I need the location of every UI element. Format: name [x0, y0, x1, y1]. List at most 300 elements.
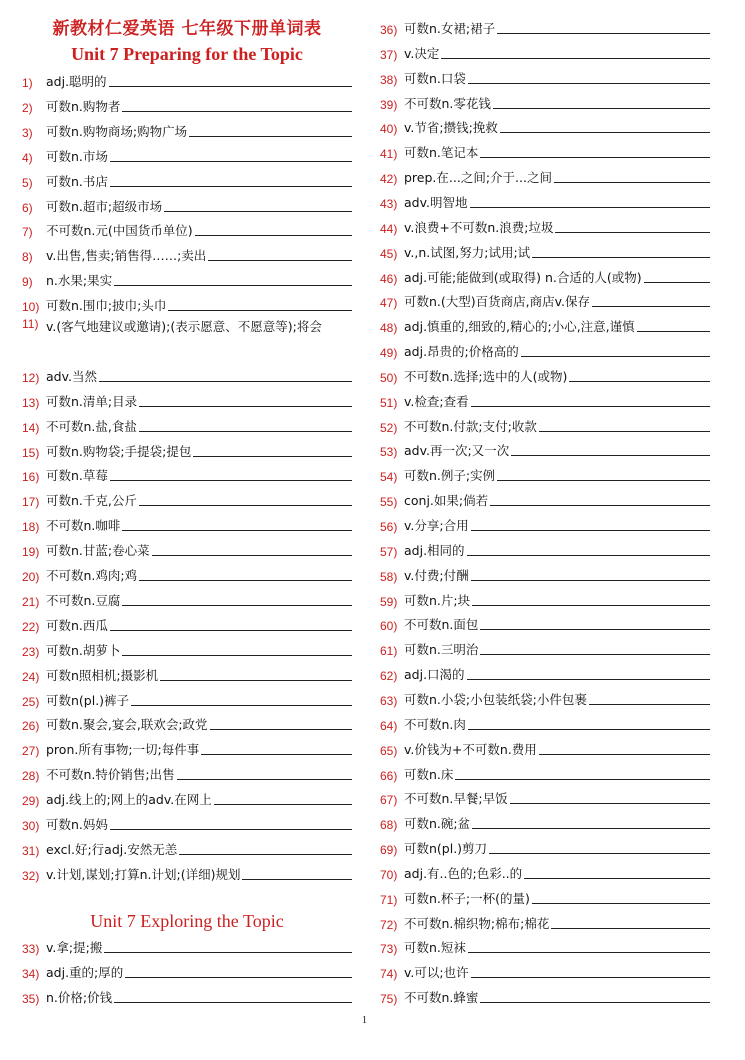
entry-definition: pron.所有事物;一切;每件事 — [46, 742, 200, 758]
answer-blank-line[interactable] — [210, 729, 352, 730]
vocab-entry — [22, 66, 352, 90]
entry-definition: 可数n(pl.)裤子 — [46, 692, 130, 708]
entry-number: 45) — [380, 246, 398, 261]
vocab-entry — [380, 883, 710, 907]
entry-definition: 不可数n.肉 — [404, 716, 466, 732]
vocab-entry — [380, 609, 710, 633]
entry-definition: adj.相同的 — [404, 542, 465, 558]
entry-number: 48) — [380, 321, 398, 336]
vocab-entry — [380, 659, 710, 683]
vocab-entry — [380, 262, 710, 286]
entry-definition: 可数n.市场 — [46, 148, 108, 164]
answer-blank-line[interactable] — [455, 779, 710, 780]
answer-blank-line[interactable] — [214, 804, 352, 805]
entry-number: 31) — [22, 843, 40, 858]
entry-number: 4) — [22, 150, 33, 165]
vocab-entry — [380, 187, 710, 211]
entry-number: 74) — [380, 967, 398, 982]
entry-definition: 可数n.胡萝卜 — [46, 642, 121, 658]
answer-blank-line[interactable] — [472, 828, 710, 829]
answer-blank-line[interactable] — [551, 928, 710, 929]
entry-definition: 可数n.围巾;披巾;头巾 — [46, 298, 167, 314]
answer-blank-line[interactable] — [160, 680, 352, 681]
entry-definition: 可数n.购物者 — [46, 98, 121, 114]
answer-blank-line[interactable] — [189, 136, 352, 137]
document-title: 新教材仁爱英语 七年级下册单词表 — [52, 19, 322, 39]
vocab-entry — [22, 240, 352, 264]
answer-blank-line[interactable] — [539, 754, 710, 755]
answer-blank-line[interactable] — [637, 331, 710, 332]
entry-number: 17) — [22, 495, 40, 510]
unit-heading-preparing: Unit 7 Preparing for the Topic — [71, 44, 303, 64]
answer-blank-line[interactable] — [524, 878, 710, 879]
entry-definition: v.价钱为+不可数n.费用 — [404, 741, 537, 757]
entry-number: 65) — [380, 743, 398, 758]
vocab-entry — [22, 361, 352, 385]
entry-definition: adv.当然 — [46, 368, 97, 384]
entry-number: 38) — [380, 72, 398, 87]
vocab-entry — [380, 833, 710, 857]
entry-definition: v.(客气地建议或邀请);(表示愿意、不愿意等);将会 — [46, 319, 322, 334]
answer-blank-line[interactable] — [114, 1002, 352, 1003]
entry-number: 23) — [22, 644, 40, 659]
entry-number: 1) — [22, 76, 33, 90]
answer-blank-line[interactable] — [104, 952, 352, 953]
entry-number: 71) — [380, 892, 398, 907]
vocab-entry — [380, 112, 710, 136]
entry-definition: adj.重的;厚的 — [46, 965, 124, 980]
answer-blank-line[interactable] — [139, 431, 352, 432]
entry-number: 44) — [380, 221, 398, 236]
entry-definition: v.计划,谋划;打算n.计划;(详细)规划 — [46, 866, 241, 882]
vocab-entry — [22, 166, 352, 190]
entry-definition: adj.聪明的 — [46, 74, 107, 89]
entry-definition: 可数n(pl.)剪刀 — [404, 841, 488, 857]
answer-blank-line[interactable] — [532, 257, 710, 258]
vocab-entry — [22, 436, 352, 460]
entry-number: 56) — [380, 520, 398, 534]
answer-blank-line[interactable] — [554, 182, 710, 183]
vocab-entry — [380, 585, 710, 609]
vocab-entry — [380, 336, 710, 360]
answer-blank-line[interactable] — [592, 306, 710, 307]
entry-number: 34) — [22, 967, 40, 981]
answer-blank-line[interactable] — [110, 161, 352, 162]
entry-definition: conj.如果;倘若 — [404, 493, 489, 509]
entry-number: 26) — [22, 719, 40, 734]
entry-number: 53) — [380, 445, 398, 460]
entry-definition: 不可数n.特价销售;出售 — [46, 767, 175, 783]
vocab-entry — [380, 311, 710, 335]
entry-number: 6) — [22, 200, 33, 215]
entry-definition: 可数n.口袋 — [404, 70, 466, 86]
answer-blank-line[interactable] — [510, 803, 710, 804]
vocab-entry — [22, 215, 352, 239]
entry-number: 60) — [380, 619, 398, 634]
entry-number: 57) — [380, 544, 398, 559]
entry-number: 66) — [380, 768, 398, 783]
entry-definition: 不可数n.盐,食盐 — [46, 418, 137, 434]
answer-blank-line[interactable] — [490, 505, 710, 506]
page-number: 1 — [362, 1015, 367, 1026]
entry-definition: 可数n.聚会,宴会,联欢会;政党 — [46, 717, 208, 733]
entry-number: 59) — [380, 594, 398, 609]
answer-blank-line[interactable] — [569, 381, 710, 382]
entry-number: 25) — [22, 694, 40, 709]
vocab-entry — [380, 13, 710, 37]
answer-blank-line[interactable] — [139, 580, 352, 581]
vocab-entry — [22, 834, 352, 858]
entry-number: 43) — [380, 196, 398, 211]
vocab-entry — [22, 982, 352, 1006]
entry-number: 39) — [380, 97, 398, 112]
entry-number: 19) — [22, 545, 40, 560]
entry-number: 52) — [380, 420, 398, 435]
entry-definition: adj.昂贵的;价格高的 — [404, 344, 519, 360]
answer-blank-line[interactable] — [195, 235, 352, 236]
answer-blank-line[interactable] — [500, 132, 710, 133]
vocab-entry — [380, 783, 710, 807]
answer-blank-line[interactable] — [110, 186, 352, 187]
entry-definition: 不可数n.元(中国货币单位) — [46, 223, 193, 239]
vocab-entry — [22, 317, 352, 359]
vocab-entry — [22, 809, 352, 833]
entry-number: 40) — [380, 122, 398, 137]
entry-definition: 可数n.购物袋;手提袋;提包 — [46, 443, 192, 459]
entry-definition: 不可数n.咖啡 — [46, 518, 121, 534]
entry-number: 12) — [22, 370, 40, 385]
vocab-entry — [22, 585, 352, 609]
entry-definition: 可数n.甘蓝;卷心菜 — [46, 543, 150, 559]
vocab-entry — [22, 560, 352, 584]
entry-number: 22) — [22, 619, 40, 634]
entry-definition: 可数n照相机;摄影机 — [46, 667, 159, 683]
entry-number: 20) — [22, 570, 40, 584]
vocab-entry — [22, 709, 352, 733]
entry-number: 30) — [22, 819, 40, 833]
entry-definition: 可数n.笔记本 — [404, 145, 479, 161]
entry-number: 63) — [380, 693, 398, 708]
entry-definition: v.决定 — [404, 45, 440, 61]
vocab-entry — [22, 460, 352, 484]
entry-definition: 可数n.西瓜 — [46, 617, 108, 633]
answer-blank-line[interactable] — [472, 605, 710, 606]
vocab-entry — [380, 510, 710, 534]
entry-number: 7) — [22, 225, 33, 240]
answer-blank-line[interactable] — [179, 854, 352, 855]
vocab-entry — [22, 535, 352, 559]
entry-definition: 不可数n.选择;选中的人(或物) — [404, 368, 568, 384]
entry-definition: 不可数n.面包 — [404, 617, 479, 633]
entry-definition: v.拿;提;搬 — [46, 940, 103, 955]
entry-number: 9) — [22, 275, 33, 290]
vocab-entry — [22, 91, 352, 115]
entry-number: 13) — [22, 395, 40, 410]
answer-blank-line[interactable] — [242, 879, 352, 880]
vocab-entry — [22, 784, 352, 808]
answer-blank-line[interactable] — [193, 456, 352, 457]
entry-number: 33) — [22, 942, 40, 956]
vocab-entry — [22, 510, 352, 534]
vocab-entry — [380, 759, 710, 783]
entry-definition: 不可数n.早餐;早饭 — [404, 791, 508, 807]
answer-blank-line[interactable] — [497, 480, 710, 481]
vocab-entry — [22, 610, 352, 634]
entry-number: 49) — [380, 346, 398, 361]
vocab-entry — [22, 957, 352, 981]
answer-blank-line[interactable] — [471, 977, 710, 978]
answer-blank-line[interactable] — [467, 679, 710, 680]
entry-definition: v.付费;付酬 — [404, 567, 469, 583]
entry-number: 73) — [380, 942, 398, 957]
entry-number: 15) — [22, 445, 40, 460]
vocab-entry — [22, 290, 352, 314]
answer-blank-line[interactable] — [164, 211, 352, 212]
entry-number: 55) — [380, 495, 398, 510]
vocab-entry — [22, 485, 352, 509]
answer-blank-line[interactable] — [122, 605, 352, 606]
entry-number: 2) — [22, 100, 33, 115]
answer-blank-line[interactable] — [471, 406, 710, 407]
answer-blank-line[interactable] — [152, 555, 352, 556]
entry-number: 14) — [22, 420, 40, 435]
answer-blank-line[interactable] — [109, 86, 352, 87]
entry-number: 16) — [22, 470, 40, 485]
entry-number: 62) — [380, 669, 398, 684]
answer-blank-line[interactable] — [441, 58, 710, 59]
vocab-entry — [22, 411, 352, 435]
entry-definition: v.浪费+不可数n.浪费;垃圾 — [404, 219, 554, 235]
answer-blank-line[interactable] — [122, 530, 352, 531]
entry-definition: adj.有..色的;色彩..的 — [404, 865, 523, 881]
entry-definition: 可数n.书店 — [46, 173, 108, 189]
answer-blank-line[interactable] — [644, 282, 710, 283]
answer-blank-line[interactable] — [139, 406, 352, 407]
vocab-entry — [22, 191, 352, 215]
vocab-entry — [22, 932, 352, 956]
vocab-entry — [380, 634, 710, 658]
entry-number: 32) — [22, 868, 40, 883]
vocab-entry — [380, 137, 710, 161]
entry-number: 5) — [22, 175, 33, 190]
answer-blank-line[interactable] — [521, 356, 710, 357]
answer-blank-line[interactable] — [471, 580, 710, 581]
vocab-entry — [380, 560, 710, 584]
vocab-entry — [22, 660, 352, 684]
entry-definition: 不可数n.付款;支付;收款 — [404, 418, 537, 434]
answer-blank-line[interactable] — [468, 83, 710, 84]
entry-definition: 可数n.超市;超级市场 — [46, 198, 163, 214]
entry-number: 18) — [22, 520, 40, 535]
entry-definition: adj.线上的;网上的adv.在网上 — [46, 792, 212, 808]
entry-number: 21) — [22, 594, 40, 609]
entry-definition: 可数n.碗;盆 — [404, 816, 471, 832]
entry-number: 64) — [380, 718, 398, 733]
entry-number: 36) — [380, 23, 398, 37]
entry-definition: adj.可能;能做到(或取得) n.合适的人(或物) — [404, 269, 642, 285]
vocab-entry — [380, 957, 710, 981]
vocab-entry — [380, 908, 710, 932]
entry-number: 47) — [380, 296, 398, 311]
vocab-entry — [380, 435, 710, 459]
entry-number: 11) — [22, 317, 39, 331]
entry-definition: adv.再一次;又一次 — [404, 443, 510, 459]
vocab-entry — [380, 485, 710, 509]
entry-definition: 可数n.千克,公斤 — [46, 493, 137, 509]
vocab-entry — [22, 734, 352, 758]
vocab-entry — [22, 386, 352, 410]
entry-number: 35) — [22, 992, 40, 1006]
entry-definition: 可数n.(大型)百货商店,商店v.保存 — [404, 294, 591, 310]
entry-definition: 可数n.短袜 — [404, 940, 466, 956]
entry-definition: v.检查;查看 — [404, 393, 469, 409]
entry-definition: 不可数n.鸡肉;鸡 — [46, 568, 138, 583]
entry-definition: 不可数n.零花钱 — [404, 95, 491, 111]
vocab-entry — [380, 88, 710, 112]
answer-blank-line[interactable] — [471, 530, 710, 531]
entry-definition: 可数n.片;块 — [404, 592, 471, 608]
answer-blank-line[interactable] — [480, 654, 710, 655]
entry-definition: 可数n.小袋;小包装纸袋;小件包裹 — [404, 691, 587, 707]
entry-definition: 可数n.例子;实例 — [404, 468, 496, 484]
vocab-entry — [22, 759, 352, 783]
entry-definition: excl.好;行adj.安然无恙 — [46, 841, 178, 857]
answer-blank-line[interactable] — [532, 903, 710, 904]
vocab-entry — [380, 982, 710, 1006]
vocab-entry — [380, 361, 710, 385]
answer-blank-line[interactable] — [110, 630, 352, 631]
entry-number: 50) — [380, 370, 398, 385]
vocab-entry — [380, 38, 710, 62]
entry-number: 42) — [380, 172, 398, 187]
entry-number: 10) — [22, 300, 40, 315]
entry-definition: 不可数n.豆腐 — [46, 592, 121, 608]
vocab-entry — [22, 859, 352, 883]
entry-number: 51) — [380, 395, 398, 410]
answer-blank-line[interactable] — [139, 505, 352, 506]
answer-blank-line[interactable] — [480, 1002, 710, 1003]
vocab-entry — [380, 535, 710, 559]
vocab-entry — [380, 734, 710, 758]
entry-number: 3) — [22, 125, 33, 140]
entry-definition: v.可以;也许 — [404, 965, 469, 981]
answer-blank-line[interactable] — [470, 207, 711, 208]
entry-definition: 可数n.三明治 — [404, 642, 479, 658]
vocab-entry — [22, 116, 352, 140]
answer-blank-line[interactable] — [168, 310, 352, 311]
entry-number: 24) — [22, 669, 40, 684]
answer-blank-line[interactable] — [468, 729, 710, 730]
entry-definition: v.,n.试图,努力;试用;试 — [404, 244, 531, 260]
answer-blank-line[interactable] — [493, 108, 710, 109]
answer-blank-line[interactable] — [480, 629, 710, 630]
answer-blank-line[interactable] — [114, 285, 352, 286]
answer-blank-line[interactable] — [480, 157, 710, 158]
entry-definition: 可数n.清单;目录 — [46, 393, 138, 409]
entry-number: 70) — [380, 867, 398, 882]
entry-number: 27) — [22, 744, 40, 759]
vocab-entry — [22, 141, 352, 165]
entry-number: 8) — [22, 250, 33, 265]
entry-definition: 可数n.杯子;一杯(的量) — [404, 890, 530, 906]
vocab-entry — [380, 237, 710, 261]
entry-number: 29) — [22, 794, 40, 809]
vocab-entry — [380, 286, 710, 310]
entry-definition: prep.在...之间;介于...之间 — [404, 170, 552, 186]
vocab-entry — [22, 265, 352, 289]
answer-blank-line[interactable] — [99, 381, 352, 382]
entry-definition: v.节省;攒钱;挽救 — [404, 120, 498, 136]
entry-number: 67) — [380, 793, 398, 808]
vocab-entry — [380, 684, 710, 708]
vocab-entry — [22, 635, 352, 659]
answer-blank-line[interactable] — [122, 111, 352, 112]
entry-definition: adj.慎重的,细致的,精心的;小心,注意,谨慎 — [404, 319, 635, 335]
vocab-entry — [380, 386, 710, 410]
vocab-entry — [380, 858, 710, 882]
answer-blank-line[interactable] — [122, 655, 352, 656]
vocab-entry — [22, 685, 352, 709]
answer-blank-line[interactable] — [208, 260, 352, 261]
answer-blank-line[interactable] — [177, 779, 352, 780]
entry-number: 37) — [380, 47, 398, 62]
vocab-entry — [380, 932, 710, 956]
entry-definition: 可数n.妈妈 — [46, 817, 108, 832]
entry-definition: 可数n.草莓 — [46, 468, 108, 484]
entry-definition: adv.明智地 — [404, 194, 468, 210]
entry-definition: v.分享;合用 — [404, 518, 469, 533]
answer-blank-line[interactable] — [555, 232, 710, 233]
unit-heading-exploring: Unit 7 Exploring the Topic — [90, 911, 284, 931]
entry-definition: 不可数n.蜂蜜 — [404, 990, 479, 1006]
answer-blank-line[interactable] — [110, 829, 352, 830]
answer-blank-line[interactable] — [125, 977, 352, 978]
vocab-entry — [380, 411, 710, 435]
answer-blank-line[interactable] — [589, 704, 710, 705]
answer-blank-line[interactable] — [511, 455, 710, 456]
answer-blank-line[interactable] — [110, 480, 352, 481]
entry-definition: 可数n.女裙;裙子 — [404, 21, 496, 36]
entry-definition: adj.口渴的 — [404, 667, 465, 683]
answer-blank-line[interactable] — [539, 431, 710, 432]
answer-blank-line[interactable] — [131, 705, 352, 706]
vocab-entry — [380, 709, 710, 733]
answer-blank-line[interactable] — [489, 853, 710, 854]
entry-definition: 不可数n.棉织物;棉布;棉花 — [404, 915, 550, 931]
entry-number: 54) — [380, 470, 398, 485]
entry-number: 72) — [380, 917, 398, 932]
vocab-entry — [380, 212, 710, 236]
entry-definition: 可数n.床 — [404, 766, 454, 782]
entry-number: 46) — [380, 271, 398, 286]
entry-number: 69) — [380, 843, 398, 858]
entry-number: 75) — [380, 992, 398, 1007]
vocab-entry — [380, 162, 710, 186]
entry-number: 41) — [380, 147, 398, 162]
entry-number: 28) — [22, 769, 40, 784]
answer-blank-line[interactable] — [497, 33, 710, 34]
vocab-entry — [380, 808, 710, 832]
answer-blank-line[interactable] — [468, 952, 710, 953]
answer-blank-line[interactable] — [201, 754, 352, 755]
answer-blank-line[interactable] — [467, 555, 710, 556]
vocab-entry — [380, 63, 710, 87]
entry-definition: n.价格;价钱 — [46, 990, 113, 1005]
entry-definition: n.水果;果实 — [46, 273, 113, 289]
entry-definition: v.出售,售卖;销售得……;卖出 — [46, 248, 207, 264]
vocab-entry — [380, 460, 710, 484]
entry-definition: 可数n.购物商场;购物广场 — [46, 123, 188, 139]
